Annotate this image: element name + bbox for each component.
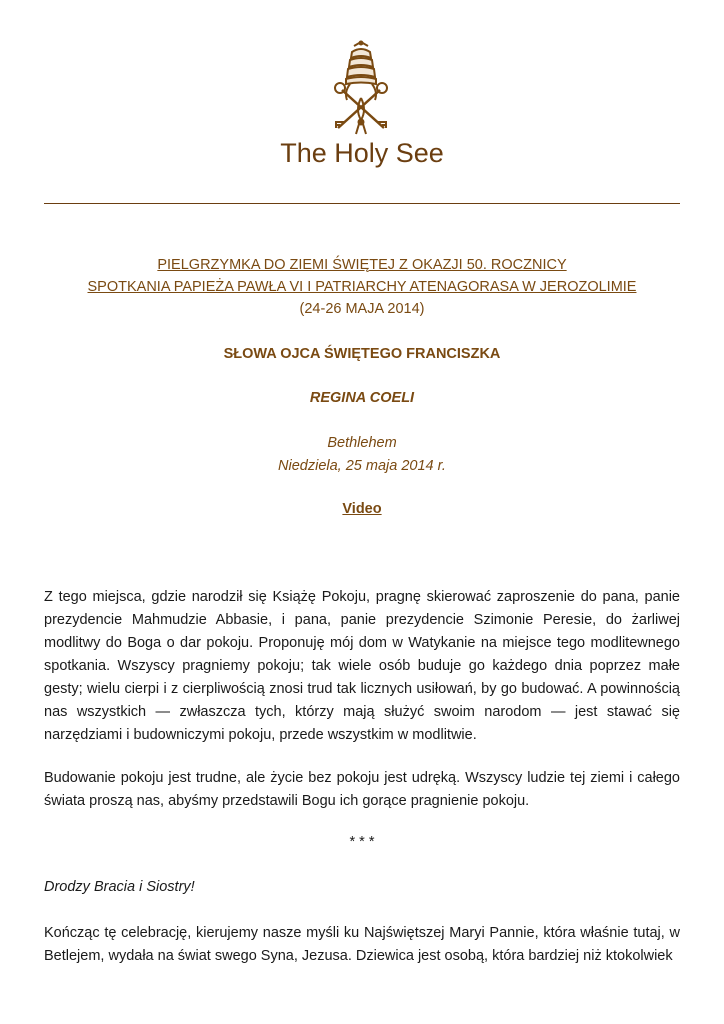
greeting: Drodzy Bracia i Siostry! (44, 879, 195, 895)
site-title[interactable]: The Holy See (280, 138, 444, 168)
pilgrimage-dates: (24-26 MAJA 2014) (299, 301, 425, 317)
place: Bethlehem (327, 435, 397, 451)
section-separator: * * * (349, 834, 375, 850)
header-divider (44, 203, 680, 204)
date: Niedziela, 25 maja 2014 r. (278, 458, 446, 474)
paragraph-2: Budowanie pokoju jest trudne, ale życie bez pokoju jest udręką. Wszyscy ludzie tej ziemi i całego świata proszą nas, abyśmy przedstawili Bogu ich gorące pragnienie pokoju. (44, 770, 680, 809)
pilgrimage-heading (44, 254, 680, 320)
papal-keys-emblem-icon (322, 40, 400, 136)
paragraph-1: Z tego miejsca, gdzie narodził się Książę Pokoju, pragnę skierować zaproszenie do pana, panie prezydencie Mahmudzie Abbasie, i pana, panie prezydencie Szimonie Peresie, do żarliwej modlitwy do Boga o dar pokoju. Proponuję mój dom w Watykanie na miejsce tego modlitewnego spotkania. Wszyscy pragniemy pokoju; tak wiele osób buduje go każdego dnia poprzez małe gesty; wielu cierpi i z cierpliwością znosi trud tak licznych usiłowań, by go budować. A powinnością nas wszystkich — zwłaszcza tych, którzy mają służyć swoim narodom — jest stawać się narzędziami i budowniczymi pokoju, przede wszystkim w modlitwie. (44, 589, 680, 743)
pilgrimage-link-line1[interactable]: PIELGRZYMKA DO ZIEMI ŚWIĘTEJ Z OKAZJI 50. ROCZNICY (157, 257, 567, 273)
document-subtitle: SŁOWA OJCA ŚWIĘTEGO FRANCISZKA (223, 346, 501, 362)
pilgrimage-link-line2[interactable]: SPOTKANIA PAPIEŻA PAWŁA VI I PATRIARCHY ATENAGORASA W JEROZOLIMIE (87, 279, 637, 295)
paragraph-3: Kończąc tę celebrację, kierujemy nasze myśli ku Najświętszej Maryi Pannie, która właśnie tutaj, w Betlejem, wydała na świat swego Syna, Jezusa. Dziewica jest osobą, która bardziej niż ktokolwiek (44, 925, 680, 964)
video-link[interactable]: Video (342, 501, 382, 517)
prayer-title: REGINA COELI (309, 390, 415, 406)
